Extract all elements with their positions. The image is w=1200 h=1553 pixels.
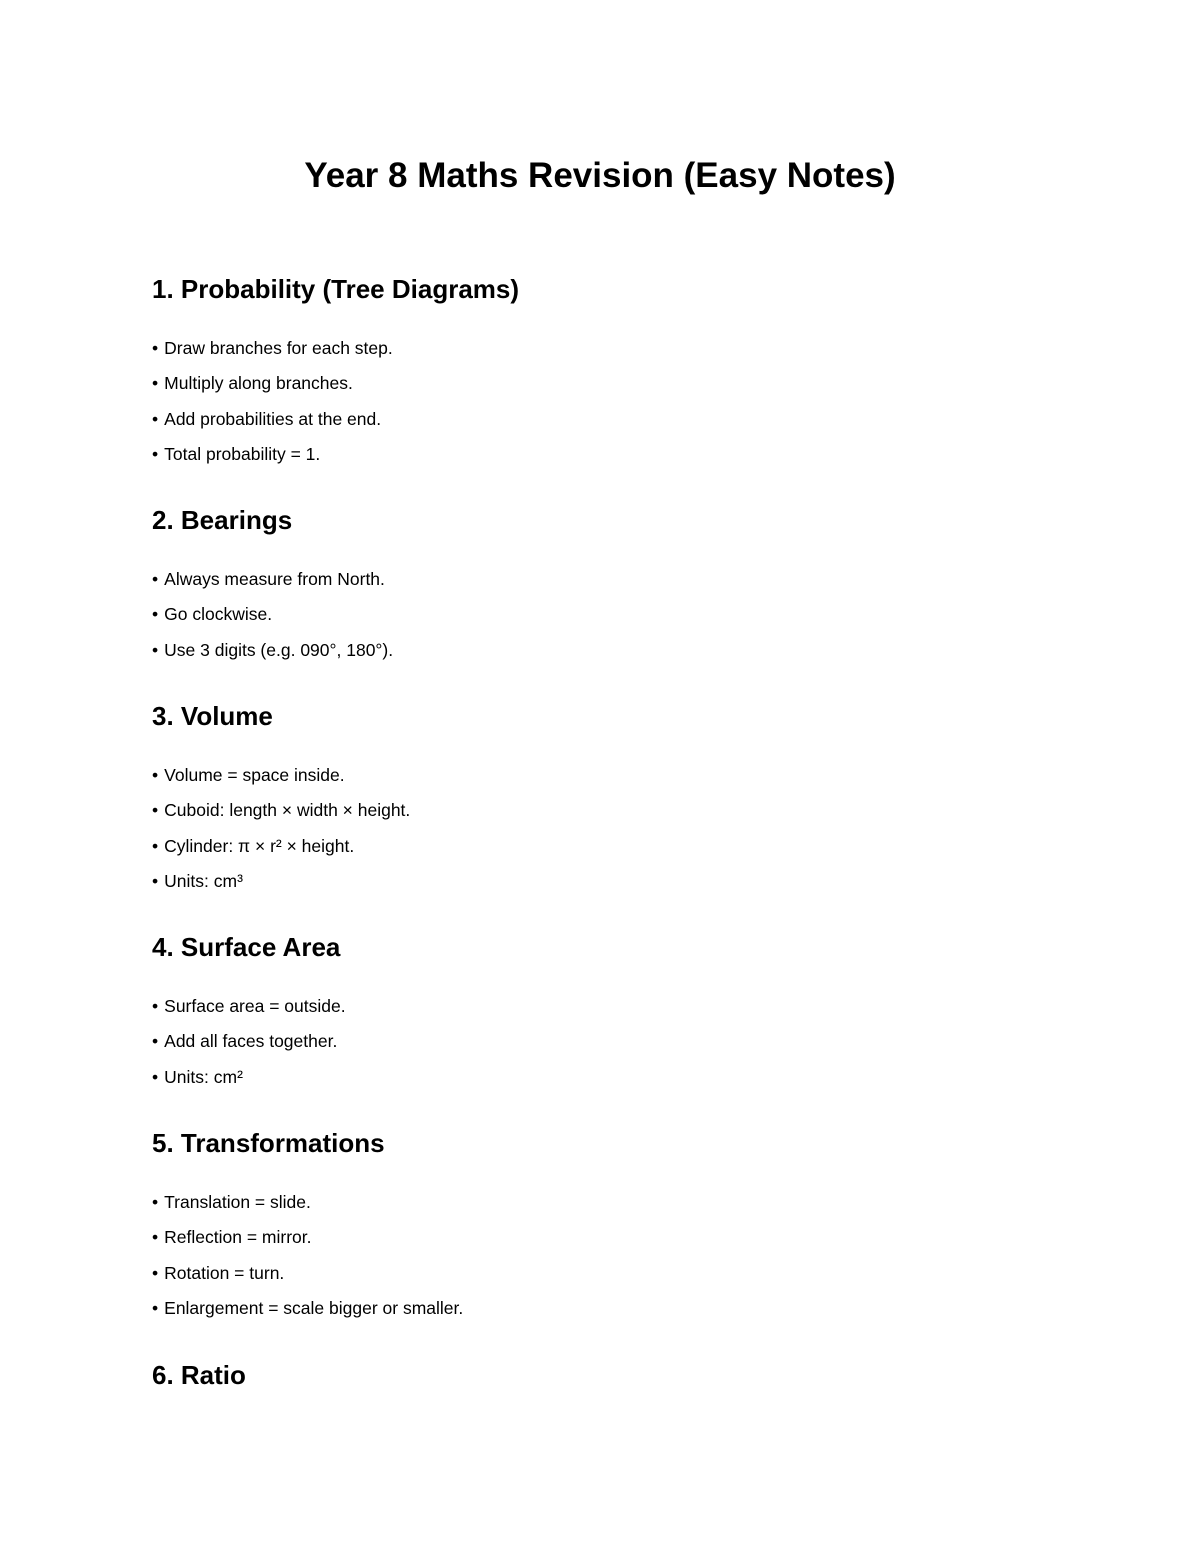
list-item [152, 562, 1052, 597]
bullet-list [152, 562, 1052, 668]
list-item-text: Volume = space inside. [164, 765, 345, 785]
list-item [152, 989, 1052, 1024]
bullet-icon: • [152, 408, 159, 429]
list-item-text: Use 3 digits (e.g. 090°, 180°). [164, 639, 394, 660]
list-item [152, 331, 1052, 366]
bullet-icon: • [152, 1066, 159, 1087]
bullet-icon: • [152, 871, 159, 892]
list-item [152, 597, 1052, 632]
list-item [152, 1024, 1052, 1059]
section-transformations [152, 1127, 1052, 1327]
list-item-text: Multiply along branches. [164, 373, 353, 394]
section-heading: 2. Bearings [152, 505, 293, 535]
bullet-icon: • [152, 604, 159, 625]
section-ratio [152, 1359, 1052, 1391]
list-item-text: Add probabilities at the end. [164, 408, 382, 429]
section-heading: 3. Volume [152, 701, 273, 731]
list-item-text: Reflection = mirror. [164, 1227, 312, 1248]
list-item [152, 1220, 1052, 1255]
bullet-list [152, 1185, 1052, 1327]
bullet-icon: • [152, 800, 159, 821]
list-item [152, 402, 1052, 437]
list-item-text: Rotation = turn. [164, 1262, 285, 1283]
section-heading: 5. Transformations [152, 1128, 385, 1158]
page-title: Year 8 Maths Revision (Easy Notes) [304, 156, 896, 195]
list-item-text: Go clockwise. [164, 604, 273, 625]
list-item-text: Enlargement = scale bigger or smaller. [164, 1298, 464, 1319]
bullet-icon: • [152, 996, 159, 1016]
bullet-icon: • [152, 1192, 159, 1212]
list-item [152, 864, 1052, 899]
bullet-list [152, 989, 1052, 1095]
list-item [152, 633, 1052, 668]
list-item [152, 1291, 1052, 1326]
bullet-icon: • [152, 835, 159, 856]
list-item-text: Total probability = 1. [164, 444, 321, 465]
list-item [152, 437, 1052, 472]
list-item [152, 1060, 1052, 1095]
list-item-text: Units: cm³ [164, 871, 243, 892]
section-surface-area [152, 931, 1052, 1095]
list-item [152, 758, 1052, 793]
bullet-icon: • [152, 765, 159, 785]
list-item [152, 1185, 1052, 1220]
section-volume [152, 700, 1052, 900]
section-probability [152, 273, 1052, 473]
list-item-text: Translation = slide. [164, 1192, 311, 1212]
bullet-icon: • [152, 338, 159, 358]
section-heading: 4. Surface Area [152, 932, 341, 962]
list-item-text: Cuboid: length × width × height. [164, 800, 411, 821]
list-item-text: Add all faces together. [164, 1031, 338, 1052]
list-item-text: Units: cm² [164, 1066, 243, 1087]
bullet-list [152, 758, 1052, 900]
bullet-icon: • [152, 1227, 159, 1248]
section-bearings [152, 504, 1052, 668]
list-item-text: Draw branches for each step. [164, 338, 393, 358]
list-item-text: Surface area = outside. [164, 996, 346, 1016]
bullet-icon: • [152, 1298, 159, 1319]
list-item [152, 829, 1052, 864]
list-item [152, 366, 1052, 401]
section-heading: 6. Ratio [152, 1360, 246, 1390]
bullet-icon: • [152, 444, 159, 465]
list-item [152, 793, 1052, 828]
list-item-text: Always measure from North. [164, 569, 385, 589]
bullet-list [152, 331, 1052, 473]
list-item-text: Cylinder: π × r² × height. [164, 835, 355, 856]
bullet-icon: • [152, 373, 159, 394]
bullet-icon: • [152, 1262, 159, 1283]
bullet-icon: • [152, 639, 159, 660]
bullet-icon: • [152, 1031, 159, 1052]
bullet-icon: • [152, 569, 159, 589]
list-item [152, 1256, 1052, 1291]
section-heading: 1. Probability (Tree Diagrams) [152, 274, 520, 304]
